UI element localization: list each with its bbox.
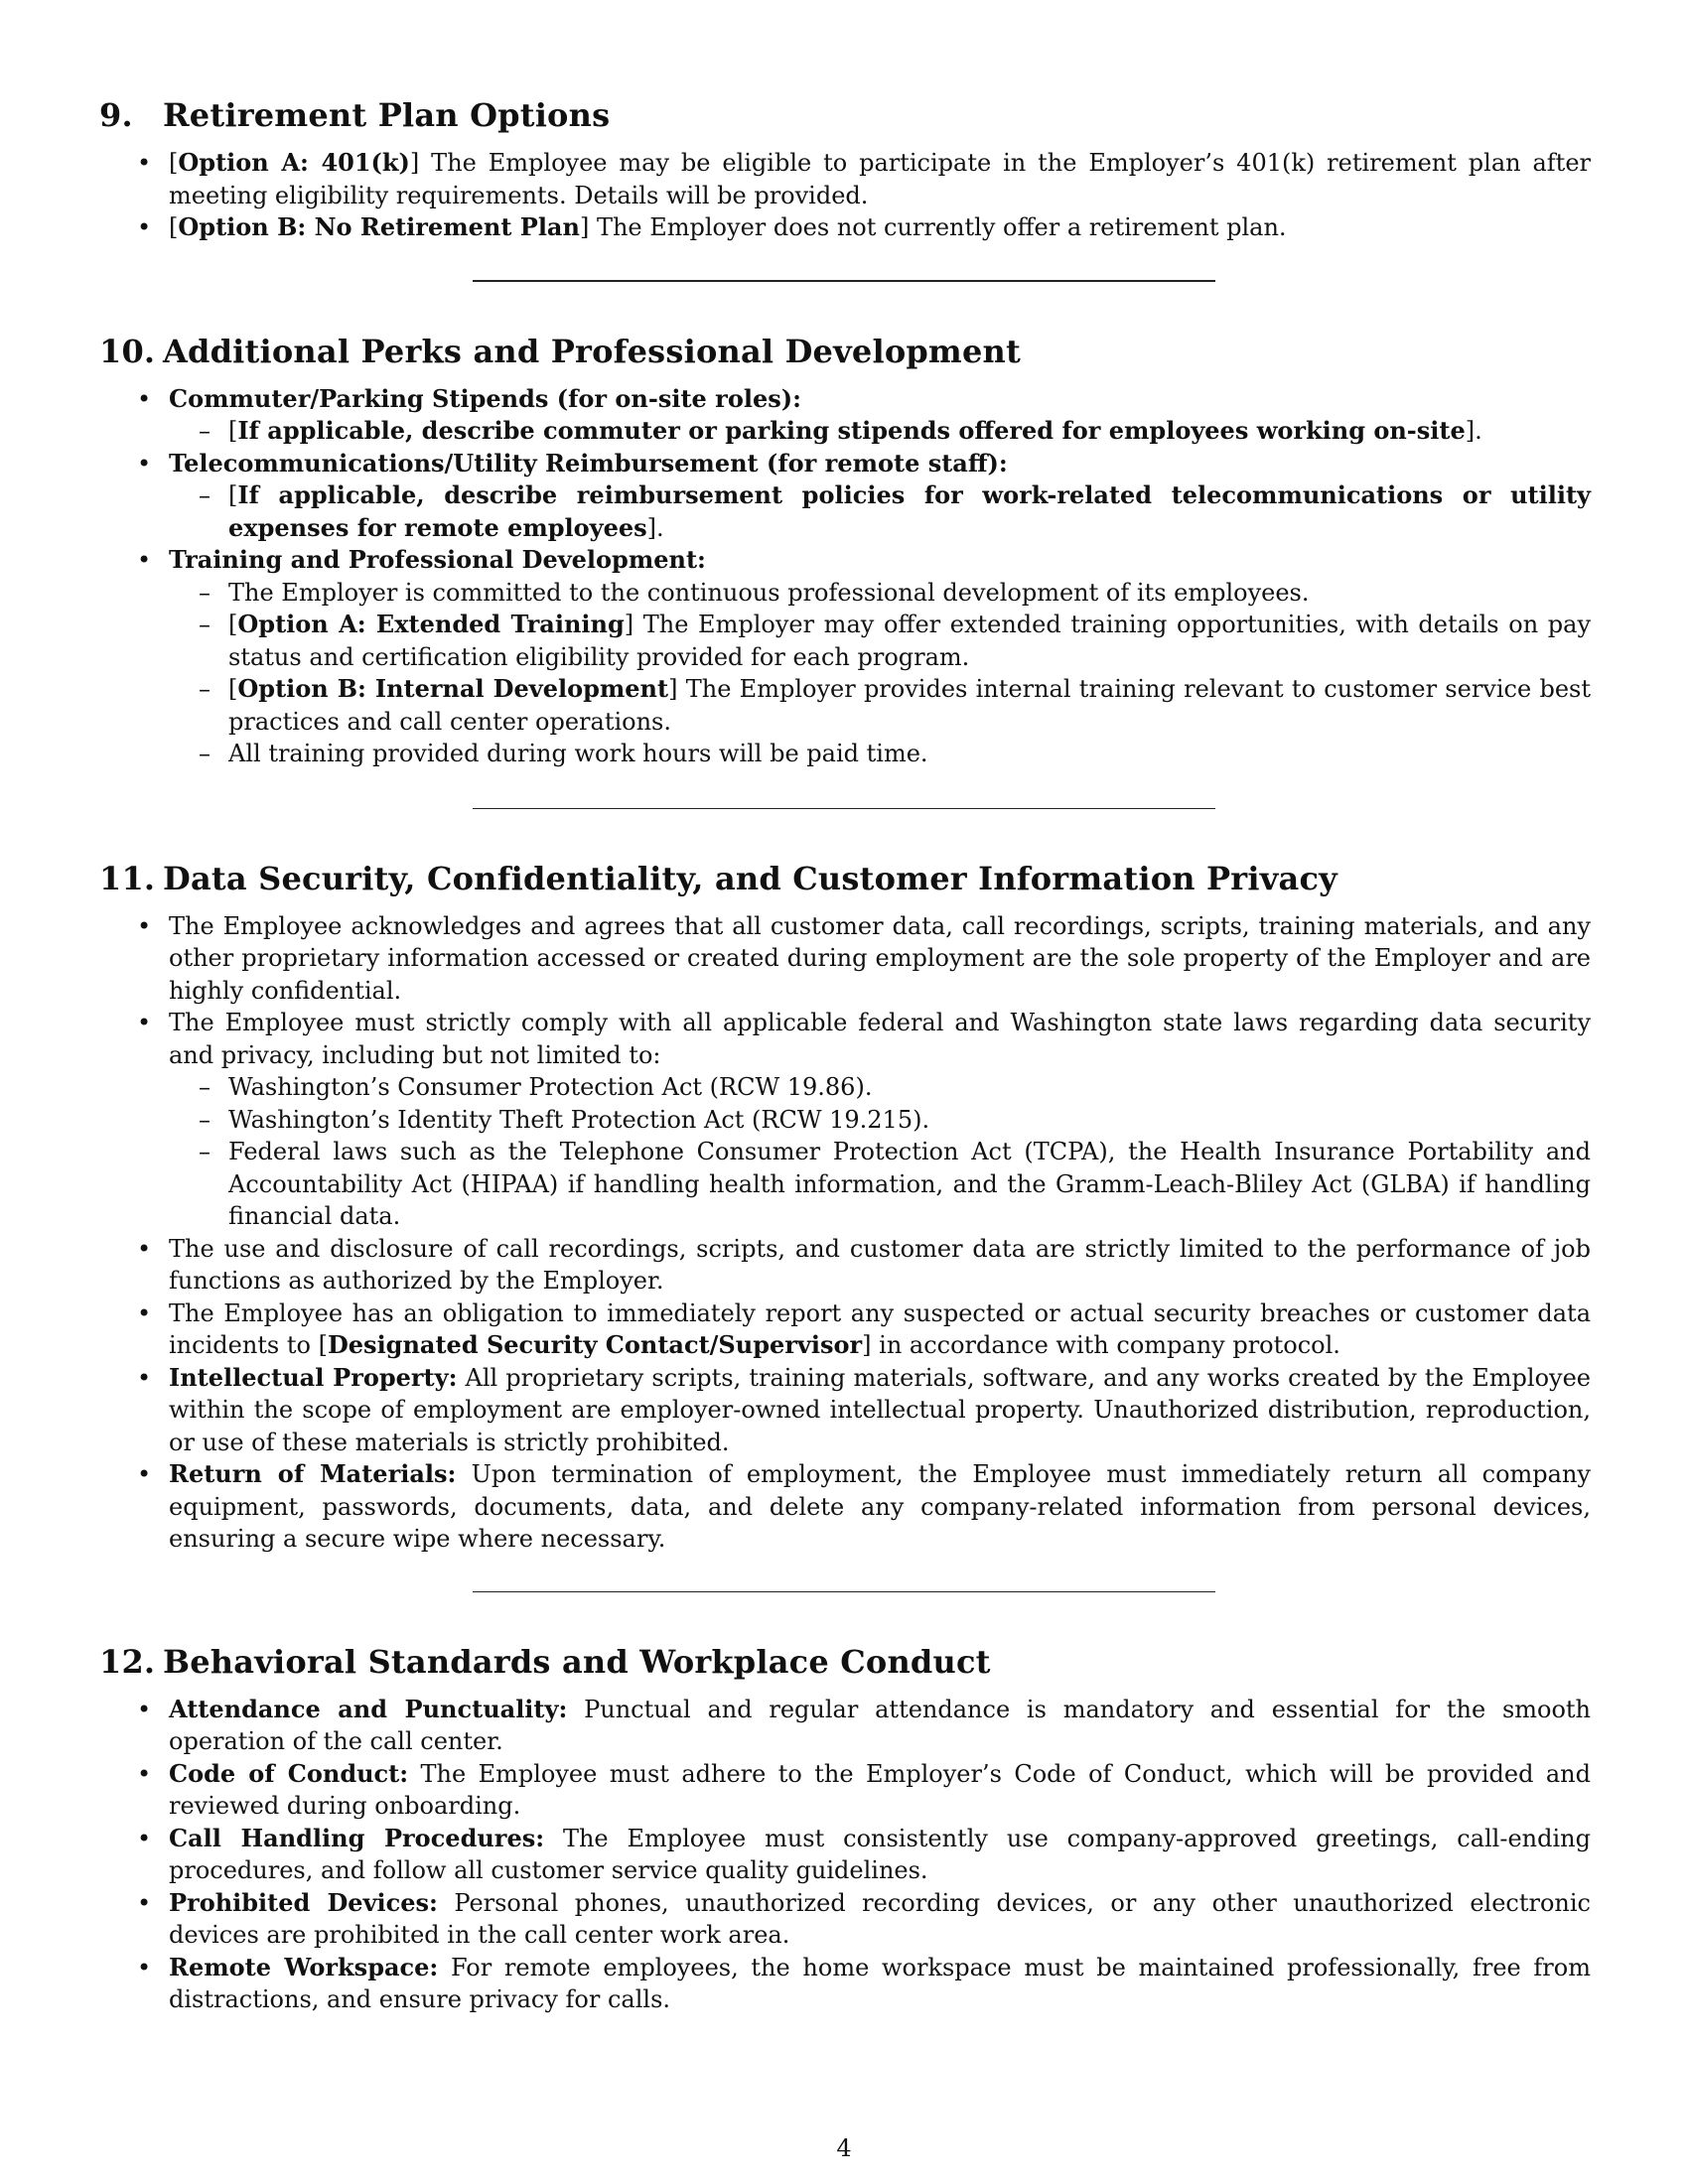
retirement-options-list bbox=[99, 147, 1591, 244]
list-item bbox=[169, 211, 1591, 244]
list-item bbox=[169, 1694, 1591, 1758]
option-label: Option A: Extended Training bbox=[237, 610, 625, 638]
list-item bbox=[169, 1887, 1591, 1952]
section-11-heading bbox=[99, 859, 1591, 898]
item-label: Prohibited Devices: bbox=[169, 1887, 438, 1917]
laws-list bbox=[169, 1071, 1591, 1233]
item-text: The Employer may offer extended training opportunities, with details on pay status and certification eligibility provided for each program. bbox=[228, 611, 1592, 671]
item-text: The Employee must adhere to the Employer’s Code of Conduct, which will be provided and reviewed during onboarding. bbox=[169, 1759, 1591, 1820]
placeholder-text: Designated Security Contact/Supervisor bbox=[327, 1330, 863, 1359]
section-number: 12. bbox=[99, 1642, 156, 1681]
option-label: Option A: 401(k) bbox=[178, 148, 410, 177]
item-text: The Employer provides internal training relevant to customer service best practices and call center operations. bbox=[228, 675, 1591, 736]
section-title: Data Security, Confidentiality, and Customer Information Privacy bbox=[163, 859, 1337, 897]
item-text: The Employee must strictly comply with all applicable federal and Washington state laws regarding data security and privacy, including but not limited to: bbox=[169, 1009, 1591, 1069]
list-item: • The use and disclosure of call recordings, scripts, and customer data are strictly limited to the performance of job functions as authorized by the Employer. bbox=[169, 1233, 1591, 1297]
list-item: • The Employee has an obligation to immediately report any suspected or actual security breaches or customer data incidents to [Designated Security Contact/Supervisor] in accordance with company protocol. bbox=[169, 1297, 1591, 1362]
item-text: The Employer does not currently offer a retirement plan. bbox=[589, 213, 1287, 241]
conduct-list bbox=[99, 1694, 1591, 2016]
section-divider bbox=[473, 280, 1215, 282]
item-text: For remote employees, the home workspace must be maintained professionally, free from distractions, and ensure privacy for calls. bbox=[169, 1953, 1591, 2013]
law-item: – Washington’s Identity Theft Protection Act (RCW 19.215). bbox=[228, 1104, 1591, 1137]
section-title: Retirement Plan Options bbox=[163, 96, 611, 134]
placeholder-text: If applicable, describe commuter or parking stipends offered for employees working on-site bbox=[237, 416, 1466, 445]
section-title: Behavioral Standards and Workplace Conduct bbox=[163, 1642, 991, 1681]
sub-item: – [Option B: Internal Development] The Employer provides internal training relevant to customer service best practices and call center operations. bbox=[228, 673, 1591, 738]
section-number: 11. bbox=[99, 859, 156, 897]
sub-item: – [Option A: Extended Training] The Employer may offer extended training opportunities, with details on pay status and certification eligibility provided for each program. bbox=[228, 609, 1591, 673]
law-item: – Washington’s Consumer Protection Act (RCW 19.86). bbox=[228, 1071, 1591, 1104]
section-title: Additional Perks and Professional Development bbox=[163, 332, 1021, 370]
section-10-heading bbox=[99, 332, 1591, 371]
section-divider bbox=[473, 1591, 1215, 1592]
list-item bbox=[169, 147, 1591, 211]
list-item bbox=[169, 1952, 1591, 2016]
sub-item: – [If applicable, describe commuter or parking stipends offered for employees working on-site]. bbox=[228, 415, 1591, 448]
list-item bbox=[169, 1758, 1591, 1823]
sub-item: – All training provided during work hours will be paid time. bbox=[228, 738, 1591, 770]
option-label: Option B: Internal Development bbox=[237, 674, 669, 703]
page-number: 4 bbox=[836, 2134, 852, 2162]
item-text: Punctual and regular attendance is mandatory and essential for the smooth operation of the call center. bbox=[169, 1695, 1592, 1755]
list-item: • The Employee acknowledges and agrees that all customer data, call recordings, scripts, training materials, and any other proprietary information accessed or created during employment are the sole property of the Employer and are highly confidential. bbox=[169, 910, 1591, 1008]
item-label: Return of Materials: bbox=[169, 1459, 457, 1488]
sub-item: – The Employer is committed to the continuous professional development of its employees. bbox=[228, 577, 1591, 610]
perks-list bbox=[99, 383, 1591, 770]
section-divider bbox=[473, 808, 1215, 809]
bracket: ] bbox=[409, 149, 420, 177]
section-number: 9. bbox=[99, 96, 133, 134]
bracket: [ bbox=[169, 213, 179, 241]
list-item bbox=[169, 448, 1591, 545]
section-number: 10. bbox=[99, 332, 156, 370]
item-text: Upon termination of employment, the Employee must immediately return all company equipment, passwords, documents, data, and delete any company-related information from personal devices, ensuring a secure wipe where necessary. bbox=[169, 1460, 1591, 1553]
item-label: Remote Workspace: bbox=[169, 1952, 439, 1981]
item-label: Intellectual Property: bbox=[169, 1362, 458, 1392]
item-text: Personal phones, unauthorized recording devices, or any other unauthorized electronic devices are prohibited in the call center work area. bbox=[169, 1888, 1591, 1949]
bracket: [ bbox=[169, 149, 179, 177]
law-item: – Federal laws such as the Telephone Consumer Protection Act (TCPA), the Health Insurance Portability and Accountability Act (HIPAA) if handling health information, and the Gramm-Leach-Bliley Act (GLBA) if handling financial data. bbox=[228, 1136, 1591, 1233]
item-text: in accordance with company protocol. bbox=[871, 1331, 1340, 1359]
item-heading: Commuter/Parking Stipends (for on-site roles): bbox=[169, 383, 801, 413]
sub-list bbox=[169, 479, 1591, 544]
placeholder-text: If applicable, describe reimbursement policies for work-related telecommunications or utility expenses for remote employees bbox=[228, 480, 1591, 542]
item-heading: Training and Professional Development: bbox=[169, 545, 706, 574]
sub-list bbox=[169, 577, 1591, 770]
item-text: The Employee must consistently use company-approved greetings, call-ending procedures, and follow all customer service quality guidelines. bbox=[169, 1824, 1591, 1884]
item-label: Attendance and Punctuality: bbox=[169, 1694, 568, 1723]
item-label: Code of Conduct: bbox=[169, 1758, 409, 1788]
item-text: All proprietary scripts, training materials, software, and any works created by the Employee within the scope of employment are employer-owned intellectual property. Unauthorized distribution, reproduction, or use of these materials is strictly prohibited. bbox=[169, 1363, 1591, 1456]
data-security-list bbox=[99, 910, 1591, 1556]
list-item bbox=[169, 1823, 1591, 1887]
item-text: The Employee has an obligation to immediately report any suspected or actual security breaches or customer data incidents to bbox=[169, 1298, 1591, 1359]
document-page bbox=[99, 95, 1591, 2016]
list-item bbox=[169, 544, 1591, 770]
item-heading: Telecommunications/Utility Reimbursement (for remote staff): bbox=[169, 448, 1008, 478]
item-text: The Employee may be eligible to participate in the Employer’s 401(k) retirement plan after meeting eligibility requirements. Details will be provided. bbox=[169, 149, 1592, 209]
list-item bbox=[169, 383, 1591, 448]
bracket: ] bbox=[579, 213, 590, 241]
section-9-heading bbox=[99, 95, 1591, 135]
item-label: Call Handling Procedures: bbox=[169, 1823, 545, 1852]
list-item bbox=[169, 1458, 1591, 1556]
sub-item: – [If applicable, describe reimbursement policies for work-related telecommunications or utility expenses for remote employees]. bbox=[228, 479, 1591, 544]
list-item bbox=[169, 1362, 1591, 1459]
option-label: Option B: No Retirement Plan bbox=[178, 212, 580, 241]
list-item bbox=[169, 1007, 1591, 1233]
section-12-heading bbox=[99, 1642, 1591, 1682]
sub-list bbox=[169, 415, 1591, 448]
